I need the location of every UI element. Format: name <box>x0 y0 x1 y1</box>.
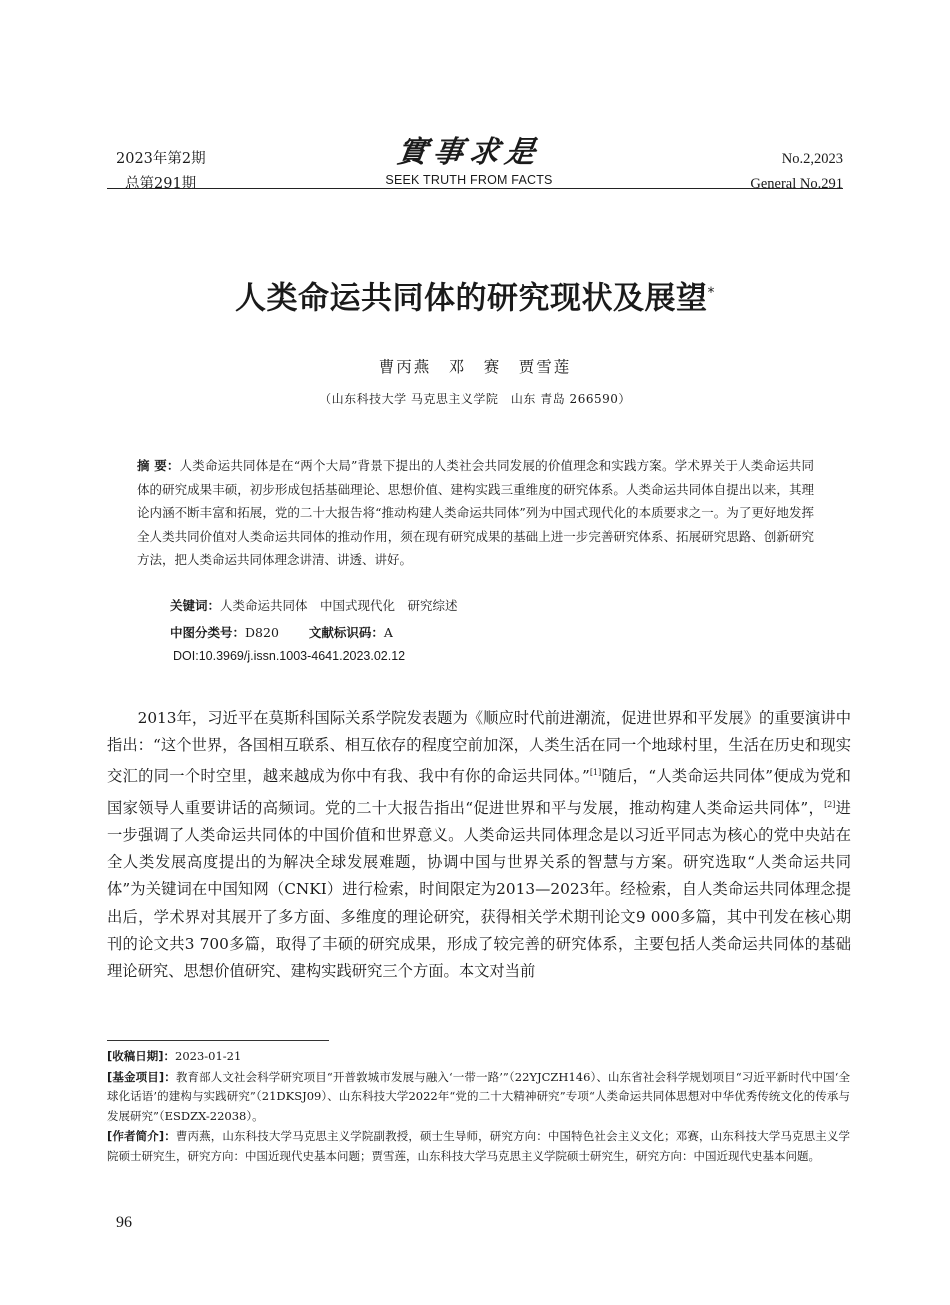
issue-info-cn <box>116 147 206 197</box>
author-affiliation: （山东科技大学 马克思主义学院 山东 青岛 266590） <box>319 392 631 406</box>
doc-code-value: A <box>383 625 393 640</box>
footnote-fund <box>107 1068 850 1127</box>
reference-2: [2] <box>824 799 836 809</box>
doi-label: DOI: <box>173 649 199 663</box>
fund-label: [基金项目]： <box>107 1069 176 1084</box>
article-title-text: 人类命运共同体的研究现状及展望 <box>235 280 708 317</box>
doi <box>173 649 405 663</box>
received-date: 2023-01-21 <box>175 1049 242 1063</box>
footnotes <box>107 1047 850 1167</box>
authors-bio-label: [作者简介]： <box>107 1129 176 1143</box>
received-label: [收稿日期]： <box>107 1049 176 1063</box>
total-issue-cn: 总第291期 <box>125 176 197 192</box>
issue-number-en: No.2,2023 <box>781 151 843 167</box>
article-authors: 曹丙燕 邓 赛 贾雪莲 <box>378 358 572 376</box>
journal-logo: 實事求是 <box>394 135 544 170</box>
footnote-rule <box>107 1040 329 1041</box>
abstract-text: 人类命运共同体是在“两个大局”背景下提出的人类社会共同发展的价值理念和实践方案。学术界关于人类命运共同体的研究成果丰硕，初步形成包括基础理论、思想价值、建构实践三重维度的研究体系。人类命运共同体自提出以来，其理论内涵不断丰富和拓展，党的二十大报告将“推动构建人类命运共同体”列为中国式现代化的本质要求之一。为了更好地发挥全人类共同价值对人类命运共同体的推动作用，须在现有研究成果的基础上进一步完善研究体系、拓展研究思路、创新研究方法，把人类命运共同体理念讲清、讲透、讲好。 <box>137 458 814 567</box>
header-rule <box>107 188 843 189</box>
body-text-part-3: 进一步强调了人类命运共同体的中国价值和世界意义。人类命运共同体理念是以习近平同志为核心的党中央站在全人类发展高度提出的为解决全球发展难题，协调中国与世界关系的智慧与方案。研究选取“人类命运共同体”为关键词在中国知网（CNKI）进行检索，时间限定为2013—2023年。经检索，自人类命运共同体理念提出后，学术界对其展开了多方面、多维度的理论研究，获得相关学术期刊论文9 000多篇，其中刊发在核心期刊的论文共3 700多篇，取得了丰硕的研究成果，形成了较完善的研究体系，主要包括人类命运共同体的基础理论研究、思想价值研究、建构实践研究三个方面。本文对当前 <box>107 798 851 981</box>
body-paragraph <box>107 705 851 985</box>
body-text-part-1: 2013年，习近平在莫斯科国际关系学院发表题为《顺应时代前进潮流，促进世界和平发展》的重要演讲中指出：“这个世界，各国相互联系、相互依存的程度空前加深，人类生活在同一个地球村里，生活在历史和现实交汇的同一个时空里，越来越成为你中有我、我中有你的命运共同体。” <box>107 709 851 786</box>
keywords-label: 关键词： <box>170 598 221 613</box>
doi-value: 10.3969/j.issn.1003-4641.2023.02.12 <box>198 649 406 663</box>
classification <box>170 621 393 645</box>
total-issue-en: General No.291 <box>750 176 843 192</box>
journal-masthead <box>378 134 560 188</box>
journal-english-name: SEEK TRUTH FROM FACTS <box>385 173 553 187</box>
page-number: 96 <box>116 1214 132 1231</box>
doc-code-label: 文献标识码： <box>308 625 384 640</box>
body-text-part-2: 随后，“人类命运共同体”便成为党和国家领导人重要讲话的高频词。党的二十大报告指出“促进世界和平与发展，推动构建人类命运共同体”， <box>107 767 851 817</box>
authors-bio-text: 曹丙燕，山东科技大学马克思主义学院副教授，硕士生导师，研究方向：中国特色社会主义文化；邓赛，山东科技大学马克思主义学院硕士研究生，研究方向：中国近现代史基本问题；贾雪莲，山东科技大学马克思主义学院硕士研究生，研究方向：中国近现代史基本问题。 <box>107 1129 850 1163</box>
footnote-authors <box>107 1127 850 1166</box>
issue-info-en <box>750 147 843 197</box>
fund-text: 教育部人文社会科学研究项目“开普敦城市发展与融入‘一带一路’”（22YJCZH146）、山东省社会科学规划项目“习近平新时代中国‘全球化话语’的建构与实践研究”（21DKSJ09）、山东科技大学2022年“党的二十大精神研究”专项“人类命运共同体思想对中华优秀传统文化的传承与发展研究”（ESDZX-22038）。 <box>107 1069 851 1123</box>
issue-number-cn: 2023年第2期 <box>116 151 206 167</box>
clc-value: D820 <box>245 625 279 640</box>
footnote-received <box>107 1047 850 1067</box>
reference-1: [1] <box>589 768 602 778</box>
clc-label: 中图分类号： <box>170 625 246 640</box>
abstract <box>137 454 814 572</box>
keywords <box>170 594 458 618</box>
keywords-text: 人类命运共同体 中国式现代化 研究综述 <box>220 598 458 613</box>
article-title <box>0 271 950 320</box>
abstract-label: 摘 要： <box>137 458 180 473</box>
title-footnote-mark: * <box>707 285 715 301</box>
